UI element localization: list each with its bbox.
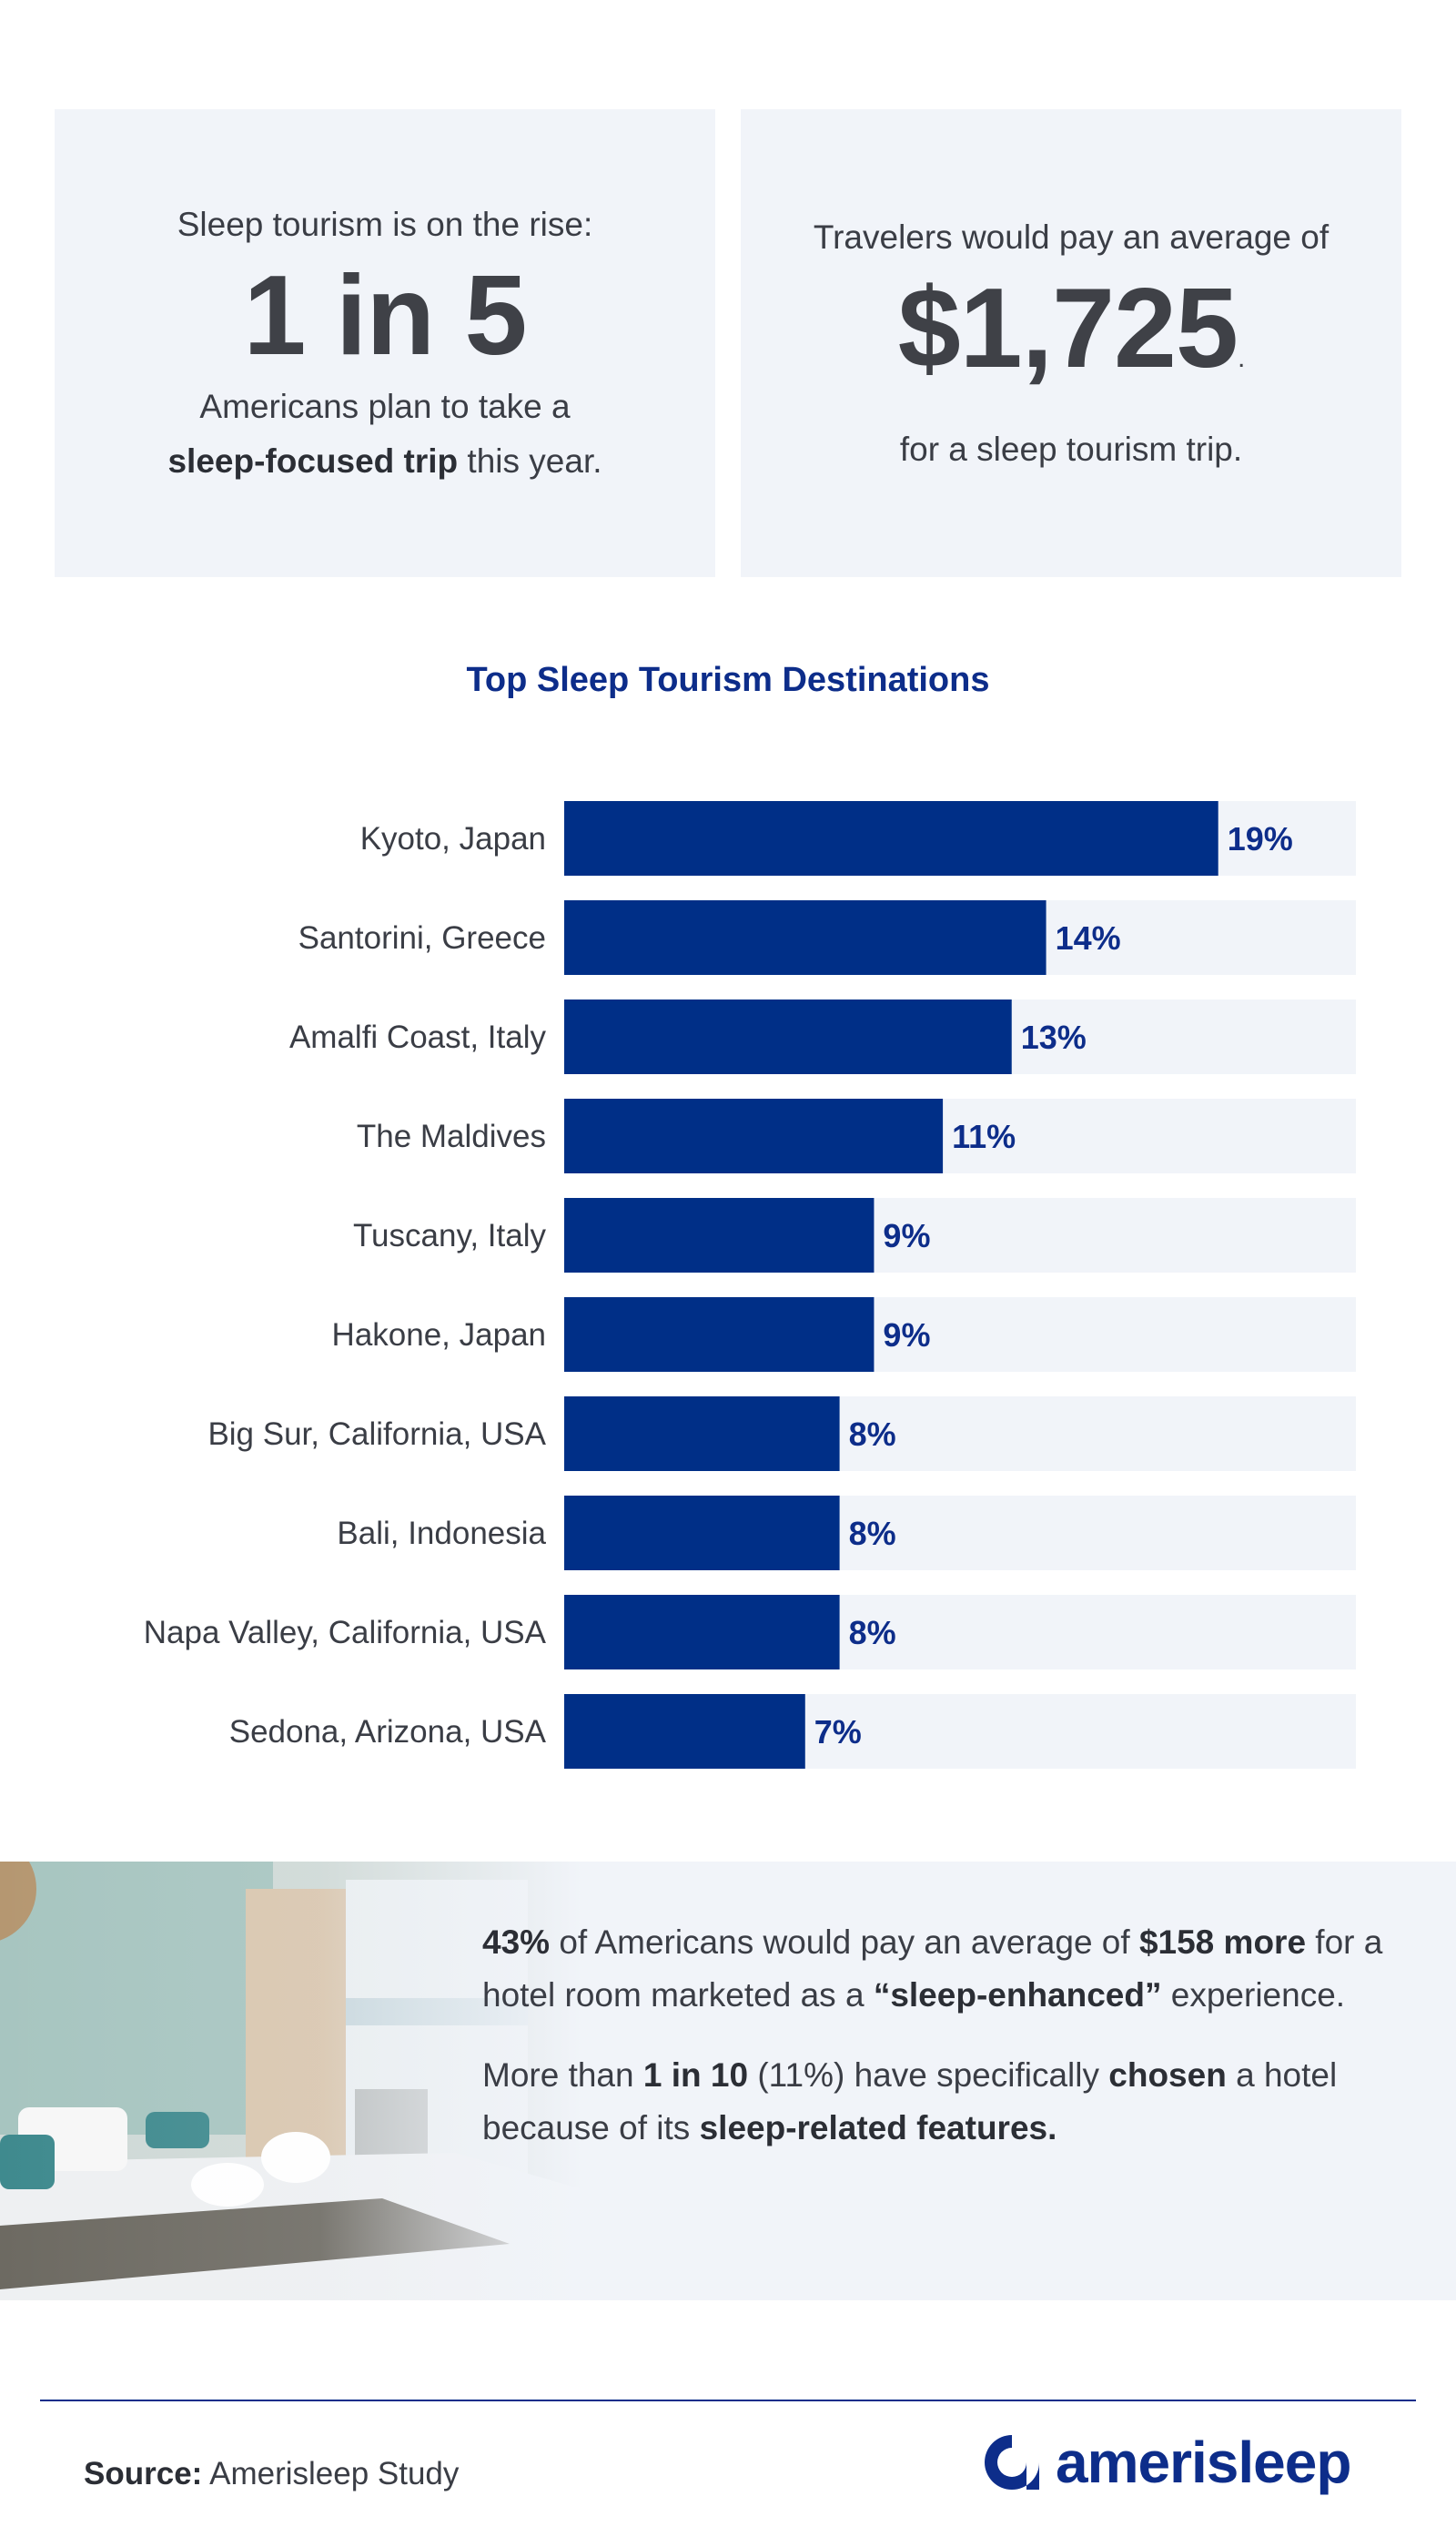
bar-chart [0,783,1456,1793]
bar [564,1000,1012,1074]
bar [564,1595,840,1669]
category-label: Bali, Indonesia [337,1516,546,1551]
card-left-big-stat: 1 in 5 [243,253,527,379]
stat-card-sleep-tourism-rise [55,109,715,577]
footer-divider [40,2400,1416,2401]
info-p1-quote: “sleep-enhanced” [873,1976,1162,2014]
card-right-line1: Travelers would pay an average of [813,218,1330,256]
stat-card-average-spend [741,109,1401,577]
bar [564,1099,943,1173]
info-p1-stat: 43% [482,1923,551,1961]
category-label: Napa Valley, California, USA [143,1615,546,1650]
card-right-big-stat [898,265,1245,422]
category-label: Hakone, Japan [331,1317,546,1353]
info-p1-amount: $158 more [1138,1923,1307,1961]
category-label: Santorini, Greece [298,920,546,956]
category-label: The Maldives [356,1119,546,1154]
info-p2-stat: 1 in 10 [642,2056,749,2094]
value-label: 11% [952,1118,1016,1155]
value-label: 7% [814,1713,862,1750]
source-citation [84,2456,459,2492]
value-label: 19% [1227,820,1293,857]
brand-name: amerisleep [1056,2430,1351,2495]
info-p2-text-b: (11%) have specifically [748,2056,1109,2094]
category-label: Kyoto, Japan [359,821,546,857]
info-p1-text-c: experience. [1161,1976,1346,2014]
card-right-amount-suffix: . [1237,342,1245,373]
card-left-line1: Sleep tourism is on the rise: [177,206,593,243]
info-p2-features: sleep-related features. [699,2109,1057,2146]
info-text [482,1916,1392,2182]
source-text: Amerisleep Study [202,2456,460,2491]
info-paragraph-sleep-enhanced [482,1916,1392,2022]
value-label: 8% [848,1515,896,1552]
value-label: 9% [883,1217,931,1254]
value-label: 9% [883,1316,931,1354]
bar [564,801,1218,876]
bar [564,1694,805,1769]
value-label: 8% [848,1614,896,1651]
bar [564,1198,874,1273]
card-left-line3-rest: this year. [458,442,602,480]
bar [564,1396,840,1471]
amerisleep-logo-icon [981,2431,1043,2493]
hotel-info-panel [0,1862,1456,2300]
category-label: Big Sur, California, USA [207,1416,546,1452]
category-label: Amalfi Coast, Italy [288,1020,546,1055]
value-label: 13% [1020,1019,1087,1056]
bar [564,900,1046,975]
value-label: 14% [1055,919,1121,957]
card-left-line3 [167,434,602,489]
card-left-line2: Americans plan to take a [199,388,571,425]
chart-title: Top Sleep Tourism Destinations [466,661,990,699]
card-right-line2: for a sleep tourism trip. [899,430,1243,468]
info-p2-chosen: chosen [1108,2056,1227,2094]
card-right-amount: $1,725 [897,265,1238,391]
card-left-line3-bold: sleep-focused trip [167,442,459,480]
category-label: Tuscany, Italy [352,1218,546,1253]
info-paragraph-hotel-choice [482,2049,1392,2155]
value-label: 8% [848,1416,896,1453]
info-p2-text-c: a hotel because of its [482,2056,1338,2146]
category-label: Sedona, Arizona, USA [228,1714,546,1750]
bar [564,1496,840,1570]
info-p1-text-b: for a hotel room marketed as a [482,1923,1383,2014]
info-p1-text-a: of Americans would pay an average of [550,1923,1139,1961]
source-label: Source: [84,2456,203,2491]
brand-logo [981,2429,1350,2496]
bar [564,1297,874,1372]
info-p2-text-a: More than [482,2056,643,2094]
